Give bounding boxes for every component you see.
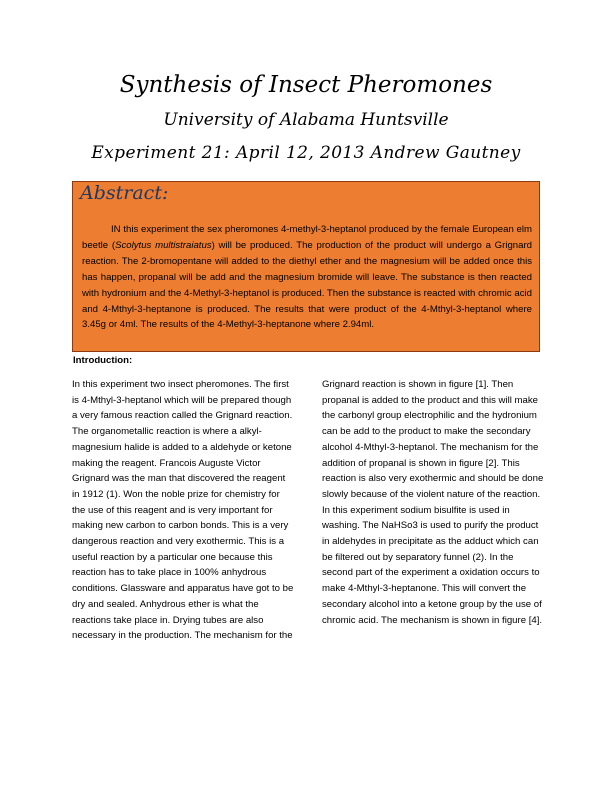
abstract-text	[82, 222, 532, 333]
introduction-right-column	[322, 377, 544, 628]
introduction-left-paragraph: In this experiment two insect pheromones. The first is 4-Mthyl-3-heptanol which will be prepared though a very famous reaction called the Grignard reaction. The organometallic reaction is where a alkyl-magnesium halide is added to a aldehyde or ketone making the reagent. Francois Auguste Victor Grignard was the man that discovered the reagent in 1912 (1). Won the noble prize for chemistry for the use of this reagent and is very important for making new carbon to carbon bonds. This is a very dangerous reaction and very exothermic. This is a useful reaction by a particular one because this reaction has to take place in 100% anhydrous conditions. Glassware and apparatus have got to be dry and sealed. Anhydrous ether is what the reactions take place in. Drying tubes are also necessary in the production. The mechanism for the	[72, 379, 294, 642]
abstract-species-name: Scolytus multistraiatus	[115, 239, 212, 251]
abstract-heading: Abstract:	[80, 182, 169, 204]
abstract-text-part1: IN this experiment the sex pheromones 4-methyl-3-heptanol produced by the female European elm beetle (	[82, 224, 532, 251]
introduction-heading: Introduction:	[73, 355, 133, 366]
document-title: Synthesis of Insect Pheromones	[119, 72, 493, 98]
abstract-text-part2: ) will be produced. The production of the product will undergo a Grignard reaction. The 2-bromopentane will added to the diethyl ether and the magnesium will be added once this has happen, propanal will be add and the magnesium bromide will leave. The substance is then reacted with hydronium and the 4-Methyl-3-heptanol is produced. Then the substance is reacted with chromic acid and 4-Mthyl-3-heptanone is produced. The results that were product of the 4-Mthyl-3-heptanol where 3.45g or 4ml. The results of the 4-Methyl-3-heptanone where 2.94ml.	[82, 239, 532, 331]
experiment-subtitle: Experiment 21: April 12, 2013 Andrew Gautney	[91, 143, 521, 163]
introduction-left-column	[72, 377, 294, 644]
abstract-box	[72, 181, 540, 352]
institution-subtitle: University of Alabama Huntsville	[163, 110, 449, 130]
introduction-right-paragraph: Grignard reaction is shown in figure [1]. Then propanal is added to the product and this will make the carbonyl group electrophilic and the hydronium can be add to the product to make the secondary alcohol 4-Mthyl-3-heptanol. The mechanism for the addition of propanal is shown in figure [2]. This reaction is also very exothermic and should be done slowly because of the violent nature of the reaction. In this experiment sodium bisulfite is used in washing. The NaHSo3 is used to purify the product in aldehydes in precipitate as the adduct which can be filtered out by separatory funnel (2). In the second part of the experiment a oxidation occurs to make 4-Mthyl-3-heptanone. This will convert the secondary alcohol into a ketone group by the use of chromic acid. The mechanism is shown in figure [4].	[322, 379, 544, 626]
